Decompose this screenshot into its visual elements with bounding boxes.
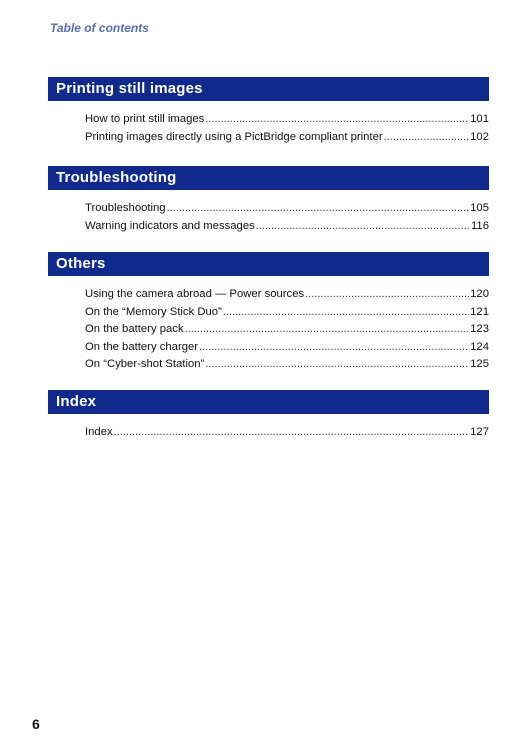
toc-entry[interactable] — [85, 111, 489, 129]
dot-leader — [256, 218, 470, 236]
toc-entry[interactable] — [85, 129, 489, 147]
toc-section-troubleshooting — [48, 166, 489, 235]
toc-entry[interactable] — [85, 356, 489, 374]
toc-entry-page: 116 — [470, 219, 489, 232]
toc-entry-text: Troubleshooting — [85, 202, 166, 214]
toc-entry-page: 121 — [470, 305, 489, 318]
toc-entry-text: Using the camera abroad — Power sources — [85, 288, 305, 300]
toc-entry-text: How to print still images — [85, 113, 205, 125]
toc-section-index — [48, 390, 489, 442]
dot-leader — [223, 304, 469, 322]
toc-entry-text: Warning indicators and messages — [85, 219, 255, 232]
toc-entry-page: 124 — [470, 340, 489, 353]
toc-entry-page: 123 — [470, 323, 489, 335]
section-title: Others — [48, 252, 489, 276]
toc-entry[interactable] — [85, 286, 489, 304]
toc-entry-text: Printing images directly using a PictBridge compliant printer — [85, 130, 383, 143]
toc-entry[interactable] — [85, 200, 489, 218]
page-number: 6 — [32, 716, 40, 732]
toc-entry-page: 101 — [470, 113, 489, 125]
dot-leader — [205, 356, 469, 374]
toc-entry-page: 127 — [470, 426, 489, 438]
toc-entry-text: On the battery pack — [85, 323, 184, 335]
toc-entry[interactable] — [85, 424, 489, 442]
dot-leader — [167, 200, 470, 218]
toc-entry-text: On the “Memory Stick Duo” — [85, 305, 222, 318]
section-title: Index — [48, 390, 489, 414]
toc-entry[interactable] — [85, 321, 489, 339]
toc-section-others — [48, 252, 489, 374]
toc-entry-text: Index — [85, 426, 113, 438]
toc-entry-page: 120 — [470, 288, 489, 300]
toc-entry[interactable] — [85, 218, 489, 236]
dot-leader — [384, 129, 470, 147]
toc-entry[interactable] — [85, 304, 489, 322]
toc-entry-page: 102 — [470, 130, 489, 143]
running-header: Table of contents — [50, 21, 149, 35]
section-title: Printing still images — [48, 77, 489, 101]
toc-entry-text: On “Cyber-shot Station” — [85, 358, 205, 370]
toc-entry-text: On the battery charger — [85, 340, 199, 353]
dot-leader — [199, 339, 469, 357]
toc-entry-page: 125 — [470, 358, 489, 370]
dot-leader — [305, 286, 469, 304]
toc-section-printing — [48, 77, 489, 146]
dot-leader — [185, 321, 470, 339]
dot-leader — [114, 424, 470, 442]
dot-leader — [205, 111, 469, 129]
section-title: Troubleshooting — [48, 166, 489, 190]
toc-entry[interactable] — [85, 339, 489, 357]
toc-entry-page: 105 — [470, 202, 489, 214]
